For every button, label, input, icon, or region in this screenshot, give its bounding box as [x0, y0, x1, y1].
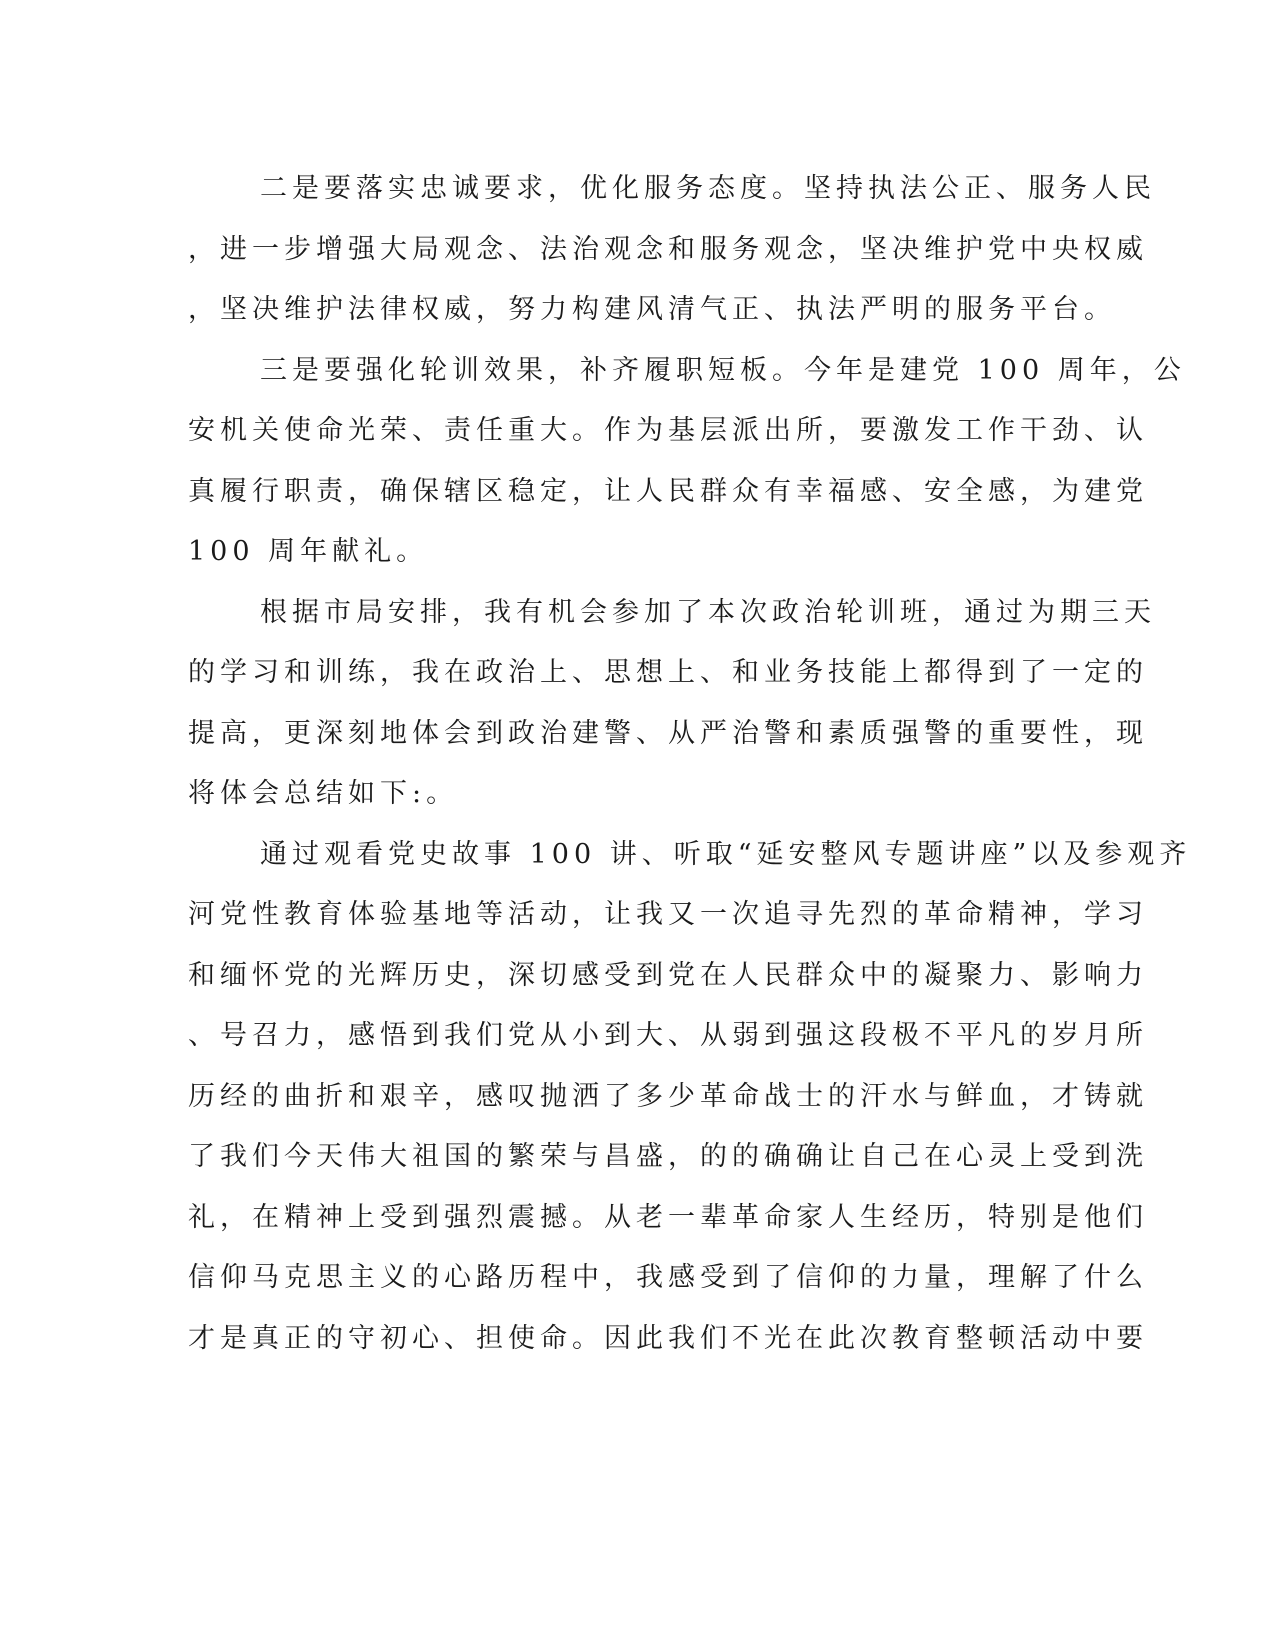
paragraph-line: 通过观看党史故事 100 讲、听取“延安整风专题讲座”以及参观齐 [260, 838, 1192, 870]
paragraph-line: 了我们今天伟大祖国的繁荣与昌盛，的的确确让自己在心灵上受到洗 [188, 1141, 1148, 1172]
paragraph-line: 提高，更深刻地体会到政治建警、从严治警和素质强警的重要性，现 [188, 717, 1148, 749]
paragraph-line: 将体会总结如下:。 [188, 778, 459, 809]
paragraph-line: ，坚决维护法律权威，努力构建风清气正、执法严明的服务平台。 [188, 294, 1116, 325]
paragraph-line: ，进一步增强大局观念、法治观念和服务观念，坚决维护党中央权威 [188, 233, 1148, 265]
paragraph-line: 、号召力，感悟到我们党从小到大、从弱到强这段极不平凡的岁月所 [188, 1020, 1148, 1051]
paragraph-line: 礼，在精神上受到强烈震撼。从老一辈革命家人生经历，特别是他们 [188, 1201, 1148, 1233]
paragraph-line: 河党性教育体验基地等活动，让我又一次追寻先烈的革命精神，学习 [188, 899, 1148, 930]
paragraph-line: 才是真正的守初心、担使命。因此我们不光在此次教育整顿活动中要 [188, 1322, 1148, 1354]
paragraph-line: 安机关使命光荣、责任重大。作为基层派出所，要激发工作干劲、认 [188, 415, 1148, 446]
paragraph-line: 根据市局安排，我有机会参加了本次政治轮训班，通过为期三天 [260, 596, 1156, 628]
paragraph-line: 信仰马克思主义的心路历程中，我感受到了信仰的力量，理解了什么 [188, 1262, 1148, 1293]
paragraph-line: 二是要落实忠诚要求，优化服务态度。坚持执法公正、服务人民 [260, 173, 1156, 204]
paragraph-line: 的学习和训练，我在政治上、思想上、和业务技能上都得到了一定的 [188, 657, 1148, 688]
document-body [188, 159, 1192, 1369]
paragraph-line: 100 周年献礼。 [188, 536, 429, 567]
paragraph-line: 历经的曲折和艰辛，感叹抛洒了多少革命战士的汗水与鲜血，才铸就 [188, 1080, 1148, 1112]
paragraph-line: 真履行职责，确保辖区稳定，让人民群众有幸福感、安全感，为建党 [188, 475, 1148, 507]
paragraph-line: 三是要强化轮训效果，补齐履职短板。今年是建党 100 周年，公 [260, 354, 1186, 386]
paragraph-line: 和缅怀党的光辉历史，深切感受到党在人民群众中的凝聚力、影响力 [188, 959, 1148, 991]
